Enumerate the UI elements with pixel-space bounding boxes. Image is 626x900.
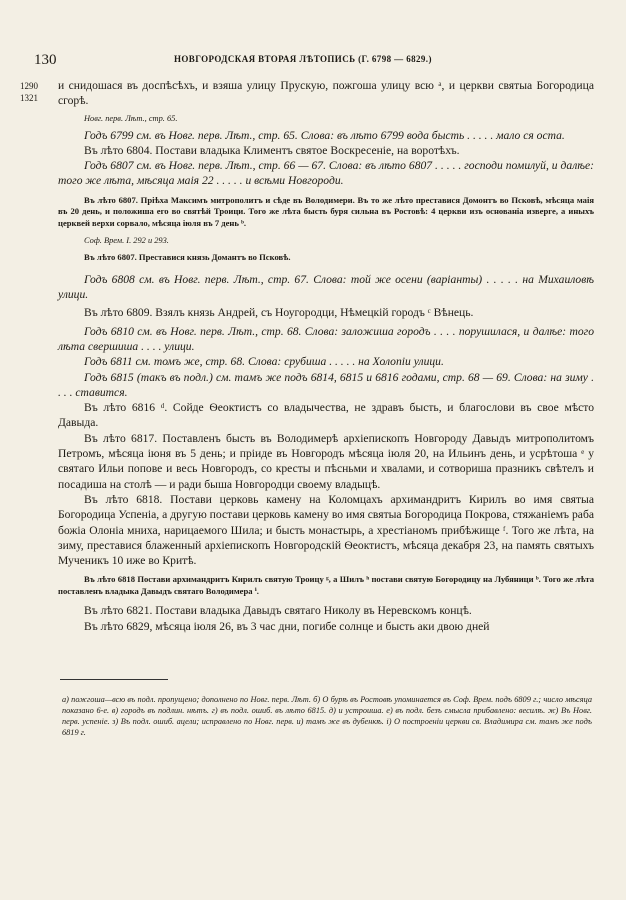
paragraph: Годъ 6815 (такъ въ подл.) см. тамъ же подъ 6814, 6815 и 6816 годами, стр. 68 — 69. Слова: на зиму . . . . ставится. (58, 370, 594, 399)
paragraph: Въ лѣто 6816 ᵈ. Сойде Ѳеоктистъ со владычества, не здравъ бысть, и благослови въ свое мѣсто Давыда. (58, 401, 594, 430)
page-number: 130 (34, 52, 57, 68)
paragraph: Годъ 6811 см. томъ же, стр. 68. Слова: срубиша . . . . . на Холопіи улици. (84, 355, 444, 369)
source-reference: Соф. Врем. I. 292 и 293. (84, 236, 169, 246)
paragraph: Годъ 6799 см. въ Новг. перв. Лѣт., стр. 65. Слова: въ лѣто 6799 вода бысть . . . . . мало ся оста. (84, 128, 565, 142)
margin-years (20, 80, 38, 104)
variant-paragraph: Въ лѣто 6807. Пріѣха Максимъ митрополитъ и сѣде въ Володимери. Въ то же лѣто преставися Домонтъ во Псковѣ, мѣсяца маія въ 20 день, и положиша его во святѣй Троици. Того же лѣта бысть буря сильна въ Ростовѣ: 4 церкви изъ основаніа изверге, а иныхъ церквей верхи сорвало, мѣсяца іюля въ 7 день ᵇ. (58, 194, 594, 228)
paragraph: Въ лѣто 6821. Постави владыка Давыдъ святаго Николу въ Неревскомъ концѣ. (84, 604, 472, 618)
footnote-divider (60, 679, 168, 680)
margin-year-start: 1290 (20, 81, 38, 91)
paragraph: Въ лѣто 6818. Постави церковь камену на Коломцахъ архимандритъ Кирилъ во имя святыа Богородица Успеніа, а другую постави церковь камену во имя святыа Богородица Покрова, стяжаніемъ раба божіа Олоніа мниха, нарицаемого Шила; и бысть монастырь, а хрестіаномъ прибѣжище ᶠ. Того же лѣта, на зиму, преставися блаженный архіепископъ Новгородскій Ѳеоктистъ, мѣсяца декабря 23, на память святыхъ Мученикъ 10 иже во Критѣ. (58, 492, 594, 568)
paragraph: и снидошася въ доспѣсѣхъ, и взяша улицу Прускую, пожгоша улицу всю ᵃ, и церкви святыа Богородица сгорѣ. (58, 79, 594, 108)
variant-paragraph: Въ лѣто 6818 Постави архимандритъ Кирилъ святую Троицу ᵍ, а Шилъ ʰ постави святую Богородицу на Лубяници ᵇ. Того же лѣта поставленъ владыка Давыдъ святаго Володимера ⁱ. (58, 574, 594, 596)
paragraph: Годъ 6807 см. въ Новг. перв. Лѣт., стр. 66 — 67. Слова: въ лѣто 6807 . . . . . господи помилуй, и далѣе: того же лѣта, мѣсяца маія 22 . . . . . и всѣми Новгороди. (58, 159, 594, 188)
running-title: НОВГОРОДСКАЯ ВТОРАЯ ЛѢТОПИСЬ (Г. 6798 — 6829.) (174, 54, 432, 64)
main-text (58, 78, 594, 634)
paragraph: Въ лѣто 6817. Поставленъ бысть въ Володимерѣ архіепископъ Новгороду Давыдъ митрополитомъ Петромъ, мѣсяца іюня въ 5 день; и прiиде въ Новгородъ мѣсяца іюля 20, на Ильинъ день, и усрѣтоша ᵉ у святаго Ильи попове и весь Новгородъ, со кресты и пѣсньми и хвалами, и сотвориша празникъ свѣтелъ и посадиша на столѣ — и ради быша Новгородци своему владыцѣ. (58, 431, 594, 491)
paragraph: Въ лѣто 6809. Взялъ князь Андрей, съ Ноугородци, Нѣмецкій городъ ᶜ Вѣнець. (84, 306, 474, 320)
paragraph: Въ лѣто 6804. Постави владыка Климентъ святое Воскресеніе, на воротѣхъ. (84, 143, 460, 157)
paragraph: Въ лѣто 6829, мѣсяца іюля 26, въ 3 час дни, погибе солнце и бысть аки двою дней (84, 619, 490, 633)
paragraph: Годъ 6810 см. въ Новг. перв. Лѣт., стр. 68. Слова: заложиша городъ . . . . порушилася, и далѣе: того лѣта свершиша . . . . улици. (58, 324, 594, 353)
footnotes: a) пожгоша—всю въ подл. пропущено; дополнено по Новг. перв. Лѣт. б) О бурѣ въ Ростовѣ упоминается въ Соф. Врем. подъ 6809 г.; число мѣсяца показано 6-е. в) городъ въ подлин. нѣтъ. г) въ подл. ошиб. въ лѣто 6815. д) и устроиша. е) въ подл. безъ смысла прибавлено: весилѣ. ж) Въ Новг. перв. успеніе. з) Въ подл. ошиб. ацели; исправлено по Новг. перв. и) тамъ же въ дубенкѣ. і) О построеніи церкви св. Владимира см. тамъ же подъ 6819 г. (62, 695, 592, 738)
paragraph: Годъ 6808 см. въ Новг. перв. Лѣт., стр. 67. Слова: той же осени (варіанты) . . . . . на Михаиловѣ улици. (58, 272, 594, 302)
margin-year-end: 1321 (20, 93, 38, 103)
running-header (34, 52, 596, 68)
variant-paragraph: Въ лѣто 6807. Преставися князь Домантъ во Псковѣ. (84, 252, 291, 263)
source-reference: Новг. перв. Лѣт., стр. 65. (84, 113, 178, 123)
